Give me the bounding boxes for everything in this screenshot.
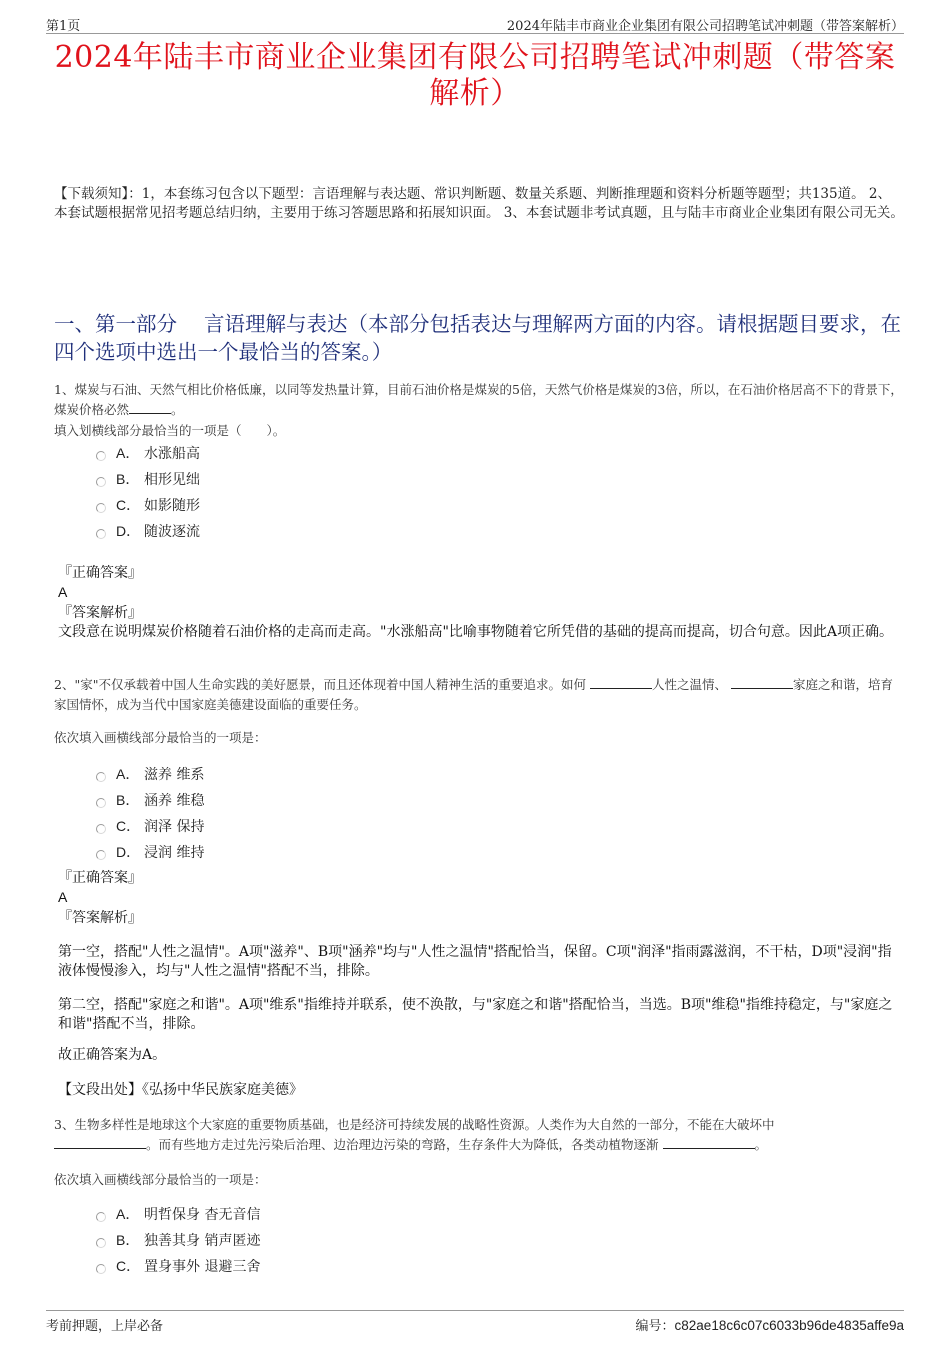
question-2-stem: 2、"家"不仅承载着中国人生命实践的美好愿景，而且还体现着中国人精神生活的重要追求。如何 人性之温情、 家庭之和谐，培育家国情怀，成为当代中国家庭美德建设面临的重要任务。 [54, 677, 893, 712]
correct-answer-label: 『正确答案』 [58, 565, 142, 581]
radio-button[interactable] [96, 824, 106, 834]
question-1-stem: 1、煤炭与石油、天然气相比价格低廉，以同等发热量计算，目前石油价格是煤炭的5倍，天然气价格是煤炭的3倍，所以，在石油价格居高不下的背景下，煤炭价格必然 。 [54, 382, 903, 417]
question-1-options [96, 440, 200, 544]
option-b[interactable]: B． 涵养 维稳 [96, 787, 204, 813]
question-2-prompt: 依次填入画横线部分最恰当的一项是： [54, 730, 267, 745]
analysis-label: 『答案解析』 [58, 605, 142, 621]
radio-button[interactable] [96, 1238, 106, 1248]
section-heading: 一、第一部分 言语理解与表达（本部分包括表达与理解两方面的内容。请根据题目要求，在四个选项中选出一个最恰当的答案。） [54, 312, 902, 364]
question-3-options [96, 1201, 260, 1279]
fill-blank [54, 1135, 146, 1149]
option-b[interactable]: B． 相形见绌 [96, 466, 200, 492]
document-id-value: c82ae18c6c07c6033b96de4835affe9a [674, 1318, 904, 1333]
header-doc-title: 2024年陆丰市商业企业集团有限公司招聘笔试冲刺题（带答案解析） [506, 19, 904, 34]
page-header [46, 14, 904, 34]
correct-answer-label: 『正确答案』 [58, 870, 142, 886]
document-title [46, 40, 904, 112]
question-1-prompt: 填入划横线部分最恰当的一项是（ ）。 [54, 423, 286, 438]
text-source: 【文段出处】《弘扬中华民族家庭美德》 [58, 1082, 303, 1098]
question-1-text: 1、煤炭与石油、天然气相比价格低廉，以同等发热量计算，目前石油价格是煤炭的5倍，天然气价格是煤炭的3倍，所以，在石油价格居高不下的背景下，煤炭价格必然 [54, 382, 903, 417]
option-a[interactable]: A． 水涨船高 [96, 440, 200, 466]
option-b[interactable]: B． 独善其身 销声匿迹 [96, 1227, 260, 1253]
radio-button[interactable] [96, 503, 106, 513]
analysis-text: 文段意在说明煤炭价格随着石油价格的走高而走高。"水涨船高"比喻事物随着它所凭借的基础的提高而提高，切合句意。因此A项正确。 [58, 624, 893, 640]
option-c[interactable]: C． 润泽 保持 [96, 813, 204, 839]
footer-slogan: 考前押题，上岸必备 [46, 1319, 164, 1334]
analysis-conclusion: 故正确答案为A。 [58, 1047, 167, 1063]
fill-blank [129, 400, 171, 414]
option-a[interactable]: A． 明哲保身 杳无音信 [96, 1201, 260, 1227]
radio-button[interactable] [96, 850, 106, 860]
question-2-answer [58, 869, 904, 928]
radio-button[interactable] [96, 477, 106, 487]
document-title-line2: 解析） [429, 76, 521, 111]
question-2-options [96, 761, 204, 865]
option-c[interactable]: C． 如影随形 [96, 492, 200, 518]
question-3-prompt: 依次填入画横线部分最恰当的一项是： [54, 1172, 267, 1187]
radio-button[interactable] [96, 1212, 106, 1222]
fill-blank [590, 675, 652, 689]
page-footer [46, 1310, 904, 1332]
correct-answer-value: A [58, 584, 68, 600]
fill-blank [663, 1135, 755, 1149]
option-a[interactable]: A． 滋养 维系 [96, 761, 204, 787]
radio-button[interactable] [96, 451, 106, 461]
fill-blank [731, 675, 793, 689]
question-1-answer [58, 564, 904, 642]
correct-answer-value: A [58, 889, 68, 905]
page-number: 第1页 [46, 19, 81, 34]
radio-button[interactable] [96, 772, 106, 782]
analysis-label: 『答案解析』 [58, 910, 142, 926]
radio-button[interactable] [96, 798, 106, 808]
document-title-line1: 2024年陆丰市商业企业集团有限公司招聘笔试冲刺题（带答案 [54, 40, 896, 75]
question-3-stem: 3、生物多样性是地球这个大家庭的重要物质基础，也是经济可持续发展的战略性资源。人类作为大自然的一部分，不能在大破坏中 。而有些地方走过先污染后治理、边治理边污染的弯路，生存条件大为降低，各类动植物逐渐 。 [54, 1117, 775, 1152]
option-d[interactable]: D． 浸润 维持 [96, 839, 204, 865]
document-id-label: 编号： [635, 1319, 675, 1334]
analysis-paragraph-1: 第一空，搭配"人性之温情"。A项"滋养"、B项"涵养"均与"人性之温情"搭配恰当，保留。C项"润泽"指雨露滋润，不干枯，D项"浸润"指液体慢慢渗入，均与"人性之温情"搭配不当，排除。 [58, 944, 892, 979]
option-d[interactable]: D． 随波逐流 [96, 518, 200, 544]
radio-button[interactable] [96, 1264, 106, 1274]
download-notice: 【下载须知】：1，本套练习包含以下题型：言语理解与表达题、常识判断题、数量关系题、判断推理题和资料分析题等题型；共135道。 2、本套试题根据常见招考题总结归纳，主要用于练习答题思路和拓展知识面。 3、本套试题非考试真题，且与陆丰市商业企业集团有限公司无关。 [54, 186, 904, 221]
document-id [636, 1315, 904, 1334]
option-c[interactable]: C． 置身事外 退避三舍 [96, 1253, 260, 1279]
analysis-paragraph-2: 第二空，搭配"家庭之和谐"。A项"维系"指维持并联系，使不涣散，与"家庭之和谐"搭配恰当，当选。B项"维稳"指维持稳定，与"家庭之和谐"搭配不当，排除。 [58, 997, 893, 1032]
radio-button[interactable] [96, 529, 106, 539]
